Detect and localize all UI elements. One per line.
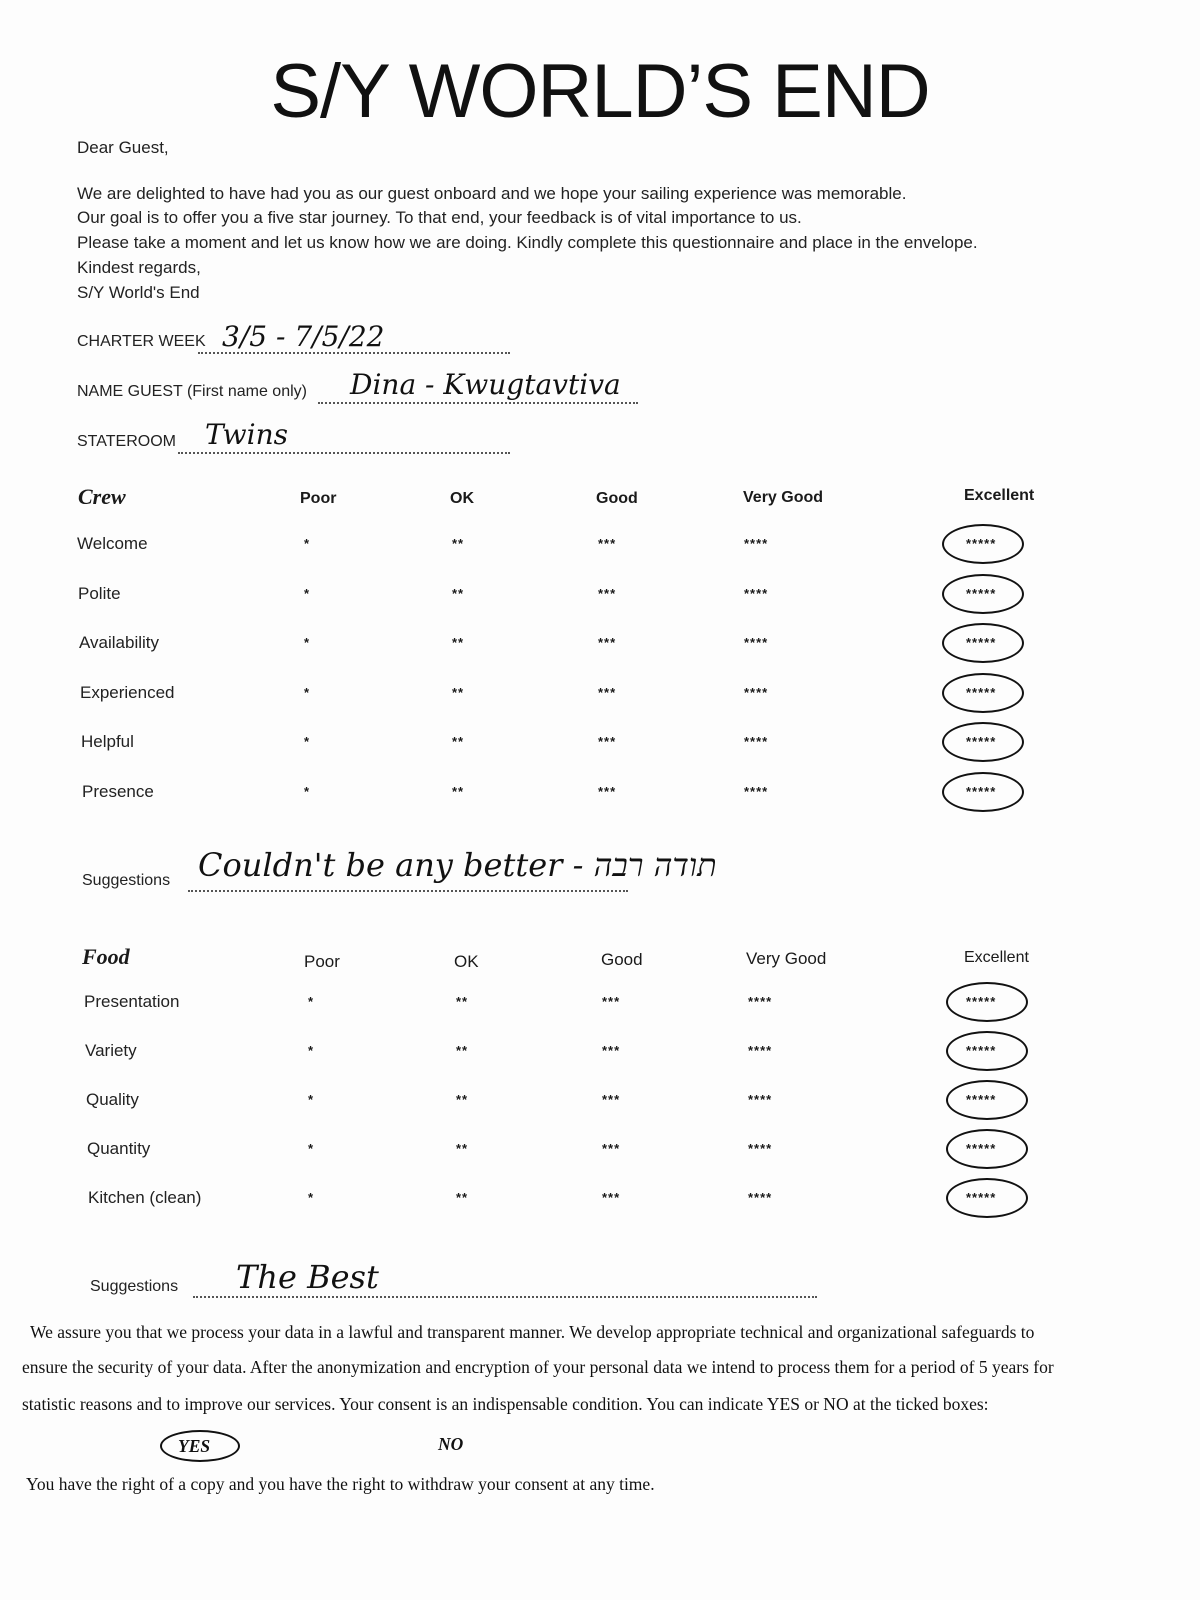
crew-rating-option[interactable]: **** <box>744 635 769 650</box>
crew-selected-circle <box>942 673 1024 713</box>
crew-rating-option[interactable]: * <box>304 684 311 700</box>
crew-selected-circle <box>942 524 1024 564</box>
col-header-very-good: Very Good <box>746 949 827 968</box>
crew-row-label: Polite <box>78 583 121 603</box>
crew-rating-option[interactable]: * <box>304 585 311 601</box>
crew-rating-option[interactable]: ***** <box>966 684 997 700</box>
crew-suggestions-line <box>188 890 628 892</box>
food-rating-option[interactable]: * <box>308 1092 315 1107</box>
legal-line: statistic reasons and to improve our services. Your consent is an indispensable condition. You can indicate YES or NO at the ticked boxes: <box>22 1394 989 1414</box>
food-suggestions-line <box>193 1296 817 1298</box>
col-header-poor: Poor <box>304 952 340 971</box>
food-rating-option[interactable]: **** <box>748 994 773 1009</box>
food-row-label: Quality <box>86 1090 139 1109</box>
crew-rating-option[interactable]: *** <box>598 585 617 601</box>
crew-rating-option[interactable]: *** <box>598 684 617 700</box>
legal-line: ensure the security of your data. After the anonymization and encryption of your personal data we intend to process them for a period of 5 years for <box>22 1357 1054 1377</box>
crew-rating-option[interactable]: ***** <box>966 536 997 551</box>
col-header-ok: OK <box>450 490 474 507</box>
food-selected-circle <box>946 982 1028 1022</box>
guest-name-value[interactable]: Dina - Kwugtavtiva <box>350 368 621 401</box>
crew-rating-option[interactable]: **** <box>744 684 769 700</box>
crew-selected-circle <box>942 722 1024 762</box>
crew-rating-option[interactable]: *** <box>598 783 617 799</box>
food-rating-option[interactable]: * <box>308 1043 315 1058</box>
crew-row-label: Availability <box>79 633 160 652</box>
food-row-label: Kitchen (clean) <box>88 1188 202 1207</box>
charter-week-value[interactable]: 3/5 - 7/5/22 <box>222 320 385 353</box>
food-heading: Food <box>82 944 130 969</box>
crew-suggestions-label: Suggestions <box>82 872 171 889</box>
consent-no-option[interactable]: NO <box>438 1434 464 1454</box>
col-header-ok: OK <box>454 952 479 971</box>
crew-rating-option[interactable]: **** <box>744 734 769 749</box>
letter-line: S/Y World's End <box>77 283 200 302</box>
crew-rating-option[interactable]: *** <box>598 536 617 551</box>
food-selected-circle <box>946 1080 1028 1120</box>
form-title: S/Y WORLD’S END <box>270 49 930 134</box>
letter-line: We are delighted to have had you as our guest onboard and we hope your sailing experience was memorable. <box>77 184 907 203</box>
consent-yes-circle <box>160 1430 240 1462</box>
food-rating-option[interactable]: **** <box>748 1092 773 1107</box>
crew-rating-option[interactable]: *** <box>598 734 617 749</box>
guest-name-line <box>318 402 638 404</box>
crew-rating-option[interactable]: **** <box>744 536 769 551</box>
crew-rating-option[interactable]: * <box>304 635 311 650</box>
food-rating-option[interactable]: ***** <box>966 1043 997 1058</box>
crew-rating-option[interactable]: **** <box>744 783 769 799</box>
crew-rating-option[interactable]: ** <box>452 734 465 749</box>
guest-name-label: NAME GUEST (First name only) <box>77 383 307 400</box>
crew-rating-option[interactable]: ** <box>452 783 465 799</box>
food-row-label: Presentation <box>84 992 180 1011</box>
crew-rating-option[interactable]: ** <box>452 684 465 700</box>
col-header-good: Good <box>601 950 643 969</box>
food-row-label: Quantity <box>87 1139 151 1158</box>
food-selected-circle <box>946 1031 1028 1071</box>
food-rating-option[interactable]: ** <box>456 1190 469 1205</box>
food-rating-option[interactable]: ***** <box>966 1141 997 1156</box>
crew-row-label: Presence <box>82 781 154 801</box>
col-header-excellent: Excellent <box>964 487 1035 504</box>
food-rating-option[interactable]: ** <box>456 994 469 1009</box>
food-rating-option[interactable]: ***** <box>966 1190 997 1205</box>
consent-yes-option[interactable]: YES <box>178 1436 211 1456</box>
crew-selected-circle <box>942 623 1024 663</box>
crew-row-label: Welcome <box>77 534 148 553</box>
rights-statement: You have the right of a copy and you have the right to withdraw your consent at any time. <box>26 1474 655 1494</box>
crew-row-label: Experienced <box>80 682 175 702</box>
charter-week-label: CHARTER WEEK <box>77 333 206 350</box>
crew-rating-option[interactable]: * <box>304 536 311 551</box>
crew-rating-option[interactable]: ** <box>452 635 465 650</box>
food-rating-option[interactable]: *** <box>602 1190 621 1205</box>
letter-line: Kindest regards, <box>77 258 201 277</box>
food-rating-option[interactable]: ***** <box>966 994 997 1009</box>
food-selected-circle <box>946 1129 1028 1169</box>
crew-rating-option[interactable]: * <box>304 734 311 749</box>
stateroom-label: STATEROOM <box>77 433 176 450</box>
crew-heading: Crew <box>78 484 126 509</box>
food-rating-option[interactable]: ** <box>456 1043 469 1058</box>
col-header-good: Good <box>596 490 638 507</box>
crew-rating-option[interactable]: ** <box>452 585 465 601</box>
food-suggestions-value[interactable]: The Best <box>236 1258 379 1296</box>
food-rating-option[interactable]: *** <box>602 1141 621 1156</box>
food-rating-option[interactable]: **** <box>748 1190 773 1205</box>
food-rating-option[interactable]: **** <box>748 1043 773 1058</box>
stateroom-value[interactable]: Twins <box>205 418 289 451</box>
crew-rating-option[interactable]: ***** <box>966 585 997 601</box>
crew-rating-option[interactable]: *** <box>598 635 617 650</box>
crew-selected-circle <box>942 772 1024 812</box>
crew-row-label: Helpful <box>81 732 134 751</box>
food-rating-option[interactable]: *** <box>602 994 621 1009</box>
stateroom-line <box>178 452 510 454</box>
crew-selected-circle <box>942 574 1024 614</box>
crew-suggestions-value[interactable]: Couldn't be any better - תודה רבה <box>198 846 717 884</box>
crew-rating-option[interactable]: ***** <box>966 635 997 650</box>
letter-line: Please take a moment and let us know how we are doing. Kindly complete this questionnaire and place in the envelope. <box>77 233 978 252</box>
food-rating-option[interactable]: * <box>308 1190 315 1205</box>
legal-line: We assure you that we process your data in a lawful and transparent manner. We develop appropriate technical and organizational safeguards to <box>30 1322 1035 1342</box>
food-row-label: Variety <box>85 1041 137 1060</box>
letter-line: Our goal is to offer you a five star journey. To that end, your feedback is of vital importance to us. <box>77 208 802 227</box>
food-rating-option[interactable]: *** <box>602 1092 621 1107</box>
crew-rating-option[interactable]: ***** <box>966 783 997 799</box>
food-rating-option[interactable]: *** <box>602 1043 621 1058</box>
crew-rating-option[interactable]: ***** <box>966 734 997 749</box>
col-header-very-good: Very Good <box>743 489 824 506</box>
food-rating-option[interactable]: * <box>308 1141 315 1156</box>
food-suggestions-label: Suggestions <box>90 1278 179 1295</box>
col-header-poor: Poor <box>300 490 337 507</box>
crew-rating-option[interactable]: **** <box>744 585 769 601</box>
food-rating-option[interactable]: * <box>308 994 315 1009</box>
col-header-excellent: Excellent <box>964 949 1029 966</box>
food-rating-option[interactable]: **** <box>748 1141 773 1156</box>
food-rating-option[interactable]: ***** <box>966 1092 997 1107</box>
crew-rating-option[interactable]: ** <box>452 536 465 551</box>
food-selected-circle <box>946 1178 1028 1218</box>
food-rating-option[interactable]: ** <box>456 1092 469 1107</box>
salutation: Dear Guest, <box>77 138 169 157</box>
food-rating-option[interactable]: ** <box>456 1141 469 1156</box>
crew-rating-option[interactable]: * <box>304 783 311 799</box>
